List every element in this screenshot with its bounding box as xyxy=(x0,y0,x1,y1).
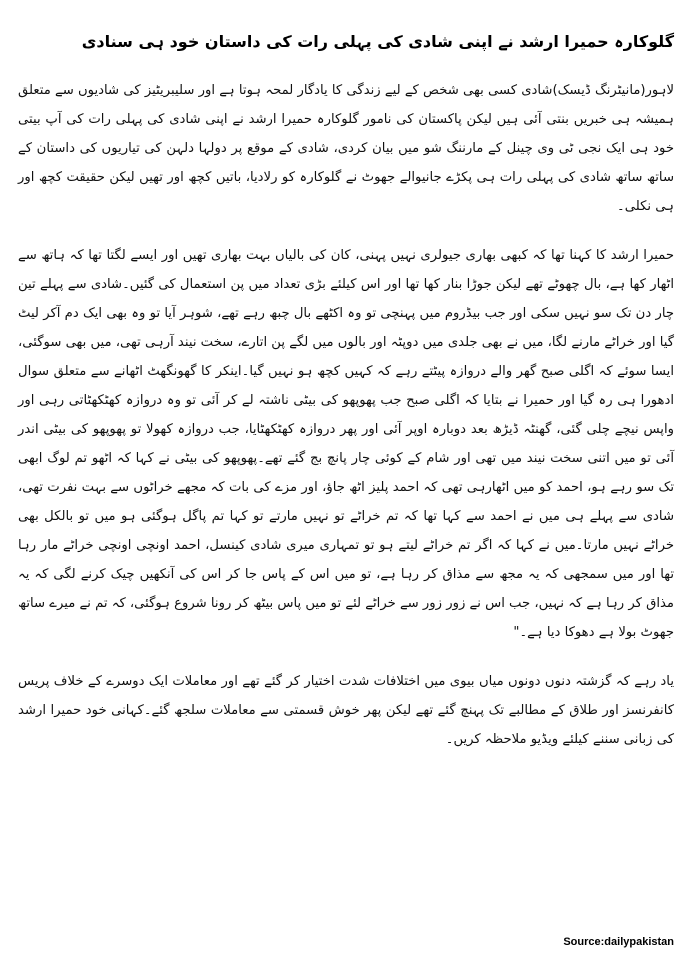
article-headline: گلوکارہ حمیرا ارشد نے اپنی شادی کی پہلی رات کی داستان خود ہی سنادی xyxy=(81,32,674,51)
article-paragraph-1: لاہور(مانیٹرنگ ڈیسک)شادی کسی بھی شخص کے لیے زندگی کا یادگار لمحہ ہوتا ہے اور سلیبریٹیز کی شادیوں سے متعلق ہمیشہ ہی خبریں بنتی آئی ہیں لیکن پاکستان کی نامور گلوکارہ حمیرا ارشد نے اپنی شادی کی پہلی رات کی آپ بیتی خود ہی ایک نجی ٹی وی چینل کے مارننگ شو میں بیان کردی، شادی کے موقع پر دولہا دلہن کی تیاریوں کی داستان کے ساتھ ساتھ شادی کی پہلی رات ہی پکڑے جانیوالے جھوٹ نے گلوکارہ کو رلادیا، باتیں کچھ اور تھیں لیکن حقیقت کچھ اور ہی نکلی۔ xyxy=(18,83,674,214)
article xyxy=(18,30,674,774)
article-paragraph-2: حمیرا ارشد کا کہنا تھا کہ کبھی بھاری جیولری نہیں پہنی، کان کی بالیاں بہت بھاری تھیں اور ایسے لگتا تھا کہ ہاتھ سے اٹھار کھا ہے، بال چھوٹے تھے لیکن جوڑا بنار کھا تھا اور اس کیلئے بڑی تعداد میں پن استعمال کی گئیں۔شادی سے پہلے تین چار دن تک سو نہیں سکی اور جب بیڈروم میں پہنچی تو وہ اکٹھے بال چبھ رہے تھے، شوہر آیا تو وہ بھی ایک دم آکر لیٹ گیا اور خراٹے مارنے لگا، میں نے بھی جلدی میں دوپٹہ اور بالوں میں لگے پن اتارے، سخت نیند آرہی تھی، میں بھی سوگئی، ایسا سوئے کہ اگلی صبح گھر والے دروازہ پیٹتے رہے کہ کہیں کچھ ہو نہیں گیا۔اینکر کا گھونگھٹ اٹھانے سے متعلق سوال ادھورا ہی رہ گیا اور حمیرا نے بتایا کہ اگلی صبح جب پھوپھو کی بیٹی ناشتہ لے کر آئی تو وہ دروازہ کھٹکھٹاتی رہی اور واپس نیچے چلی گئی، گھنٹہ ڈیڑھ بعد دوبارہ اوپر آئی اور پھر دروازہ کھٹکھٹایا، جب دروازہ کھولا تو پھوپھو کی بیٹی اندر آئی تو میں اتنی سخت نیند میں تھی اور شام کے کوئی چار پانچ بج گئے تھے۔پھوپھو کی بیٹی نے کہا کہ اٹھو تم لوگ ابھی تک سو رہے ہو، احمد کو میں اٹھارہی تھی کہ احمد پلیز اٹھ جاؤ، اور مزے کی بات کہ مجھے خراٹوں سے بہت نفرت تھی، شادی سے پہلے ہی میں نے احمد سے کہا تھا کہ تم خراٹے تو نہیں مارتے تو کہا تم پاگل ہوگئی ہو میں تو بالکل بھی خراٹے نہیں مارتا۔میں نے کہا کہ اگر تم خراٹے لیتے ہو تو تمہاری میری شادی کینسل، احمد اونچی اونچی خراٹے مار رہا تھا اور میں سمجھی کہ یہ مجھ سے مذاق کر رہا ہے، تو میں اس کے پاس جا کر اس کی آنکھیں چیک کرنے لگی کہ یہ مذاق کر رہا ہے کہ نہیں، جب اس نے زور زور سے خراٹے لئے تو میں پاس بیٹھ کر رونا شروع ہوگئی، کہ تم نے میرے ساتھ جھوٹ بولا ہے دھوکا دیا ہے۔" xyxy=(17,248,674,640)
article-paragraph-3: یاد رہے کہ گزشتہ دنوں دونوں میاں بیوی میں اختلافات شدت اختیار کر گئے تھے اور معاملات ایک دوسرے کے خلاف پریس کانفرنسز اور طلاق کے مطالبے تک پہنچ گئے تھے لیکن پھر خوش قسمتی سے معاملات سلجھ گئے۔کہانی خود حمیرا ارشد کی زبانی سننے کیلئے ویڈیو ملاحظہ کریں۔ xyxy=(18,674,674,747)
source-credit: Source:dailypakistan xyxy=(563,936,674,948)
